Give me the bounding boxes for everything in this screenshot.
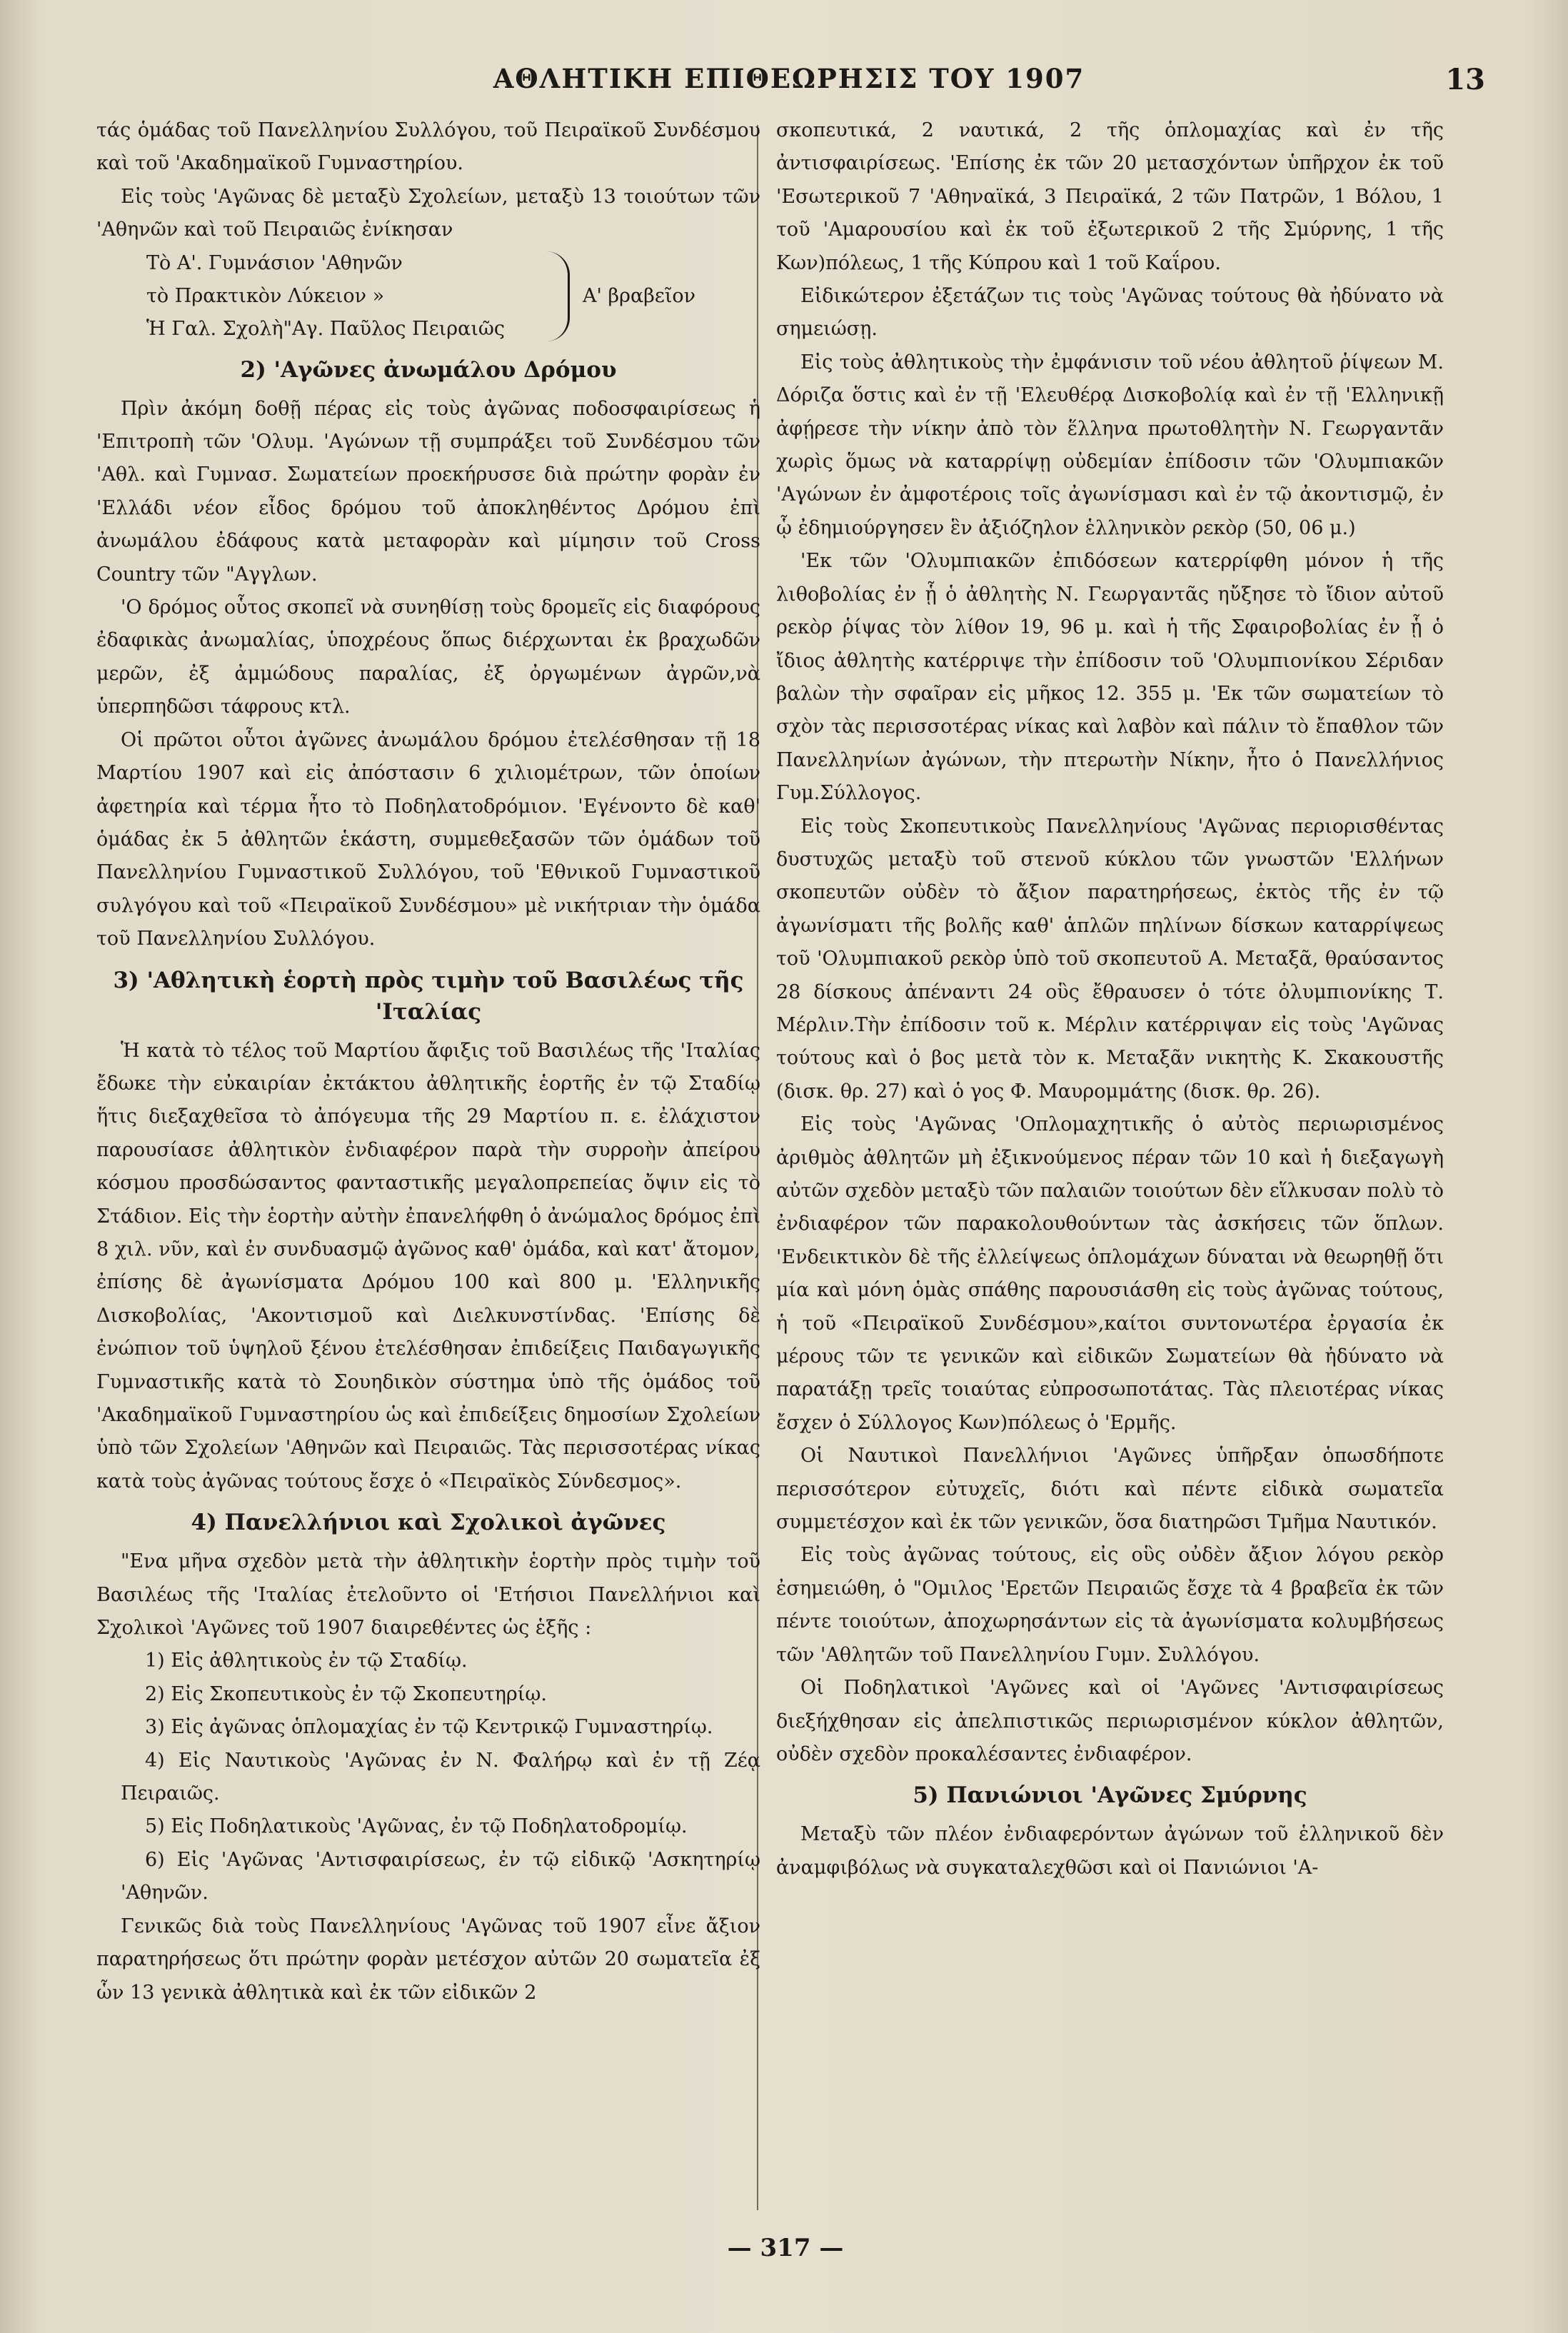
paragraph: Γενικῶς διὰ τοὺς Πανελληνίους 'Αγῶνας τοῦ 1907 εἶνε ἄξιον παρατηρήσεως ὅτι πρώτην φορὰν μετέσχον αὐτῶν 20 σωματεῖα ἐξ ὧν 13 γενικὰ ἀθλητικὰ καὶ ἐκ τῶν εἰδικῶν 2 (96, 1915, 760, 2004)
paragraph: Μεταξὺ τῶν πλέον ἐνδιαφερόντων ἀγώνων τοῦ ἑλληνικοῦ δὲν ἀναμφιβόλως νὰ συγκαταλεχθῶσι καὶ οἱ Πανιώνιοι 'Α- (776, 1823, 1444, 1879)
paragraph: Εἰδικώτερον ἐξετάζων τις τοὺς 'Αγῶνας τούτους θὰ ἠδύνατο νὰ σημειώσῃ. (776, 285, 1444, 341)
paragraph: "Ενα μῆνα σχεδὸν μετὰ τὴν ἀθλητικὴν ἑορτὴν πρὸς τιμὴν τοῦ Βασιλέως τῆς 'Ιταλίας ἐτελοῦντο οἱ 'Ετήσιοι Πανελλήνιοι καὶ Σχολικοὶ 'Αγῶνες τοῦ 1907 διαιρεθέντες ὡς ἑξῆς : (96, 1550, 760, 1640)
paragraph: Εἰς τοὺς ἀγῶνας τούτους, εἰς οὓς οὐδὲν ἄξιον λόγου ρεκὸρ ἐσημειώθη, ὁ "Ομιλος 'Ερετῶν Πειραιῶς ἔσχε τὰ 4 βραβεῖα ἐκ τῶν πέντε τοιούτων, ἀποχωρησάντων εἰς τὰ ἀγωνίσματα κολυμβήσεως τῶν 'Αθλητῶν τοῦ Πανελληνίου Γυμν. Συλλόγου. (776, 1544, 1444, 1666)
paragraph: Εἰς τοὺς 'Αγῶνας δὲ μεταξὺ Σχολείων, μεταξὺ 13 τοιούτων τῶν 'Αθηνῶν καὶ τοῦ Πειραιῶς ἐνίκησαν (96, 185, 760, 241)
school-winners-block (96, 247, 760, 346)
list-item: 4) Εἰς Ναυτικοὺς 'Αγῶνας ἐν Ν. Φαλήρῳ καὶ ἐν τῇ Ζέᾳ Πειραιῶς. (121, 1749, 760, 1805)
paragraph: Οἱ Ναυτικοὶ Πανελλήνιοι 'Αγῶνες ὑπῆρξαν ὁπωσδήποτε περισσότερον εὐτυχεῖς, διότι καὶ πέντε εἰδικὰ σωματεῖα συμμετέσχον καὶ ἐκ τῶν γενικῶν, ὅσα διατηρῶσι Τμῆμα Ναυτικόν. (776, 1445, 1444, 1534)
paragraph: σκοπευτικά, 2 ναυτικά, 2 τῆς ὁπλομαχίας καὶ ἐν τῆς ἀντισφαιρίσεως. 'Επίσης ἐκ τῶν 20 μετασχόντων ὑπῆρχον ἐκ τοῦ 'Εσωτερικοῦ 7 'Αθηναϊκά, 3 Πειραϊκά, 2 τῶν Πατρῶν, 1 Βόλου, 1 τοῦ 'Αμαρουσίου καὶ ἐκ τοῦ ἐξωτερικοῦ 2 τῆς Σμύρνης, 1 τῆς Κων)πόλεως, 1 τῆς Κύπρου καὶ 1 τοῦ Καΐρου. (776, 119, 1444, 274)
paragraph: Εἰς τοὺς ἀθλητικοὺς τὴν ἐμφάνισιν τοῦ νέου ἀθλητοῦ ῥίψεων Μ. Δόριζα ὅστις καὶ ἐν τῇ 'Ελευθέρᾳ Δισκοβολίᾳ καὶ ἐν τῇ 'Ελληνικῇ ἀφῄρεσε τὴν νίκην ἀπὸ τὸν ἕλληνα πρωτοθλητὴν Ν. Γεωργαντᾶν χωρὶς ὅμως νὰ καταρρίψῃ οὐδεμίαν ἐπίδοσιν τῶν 'Ολυμπιακῶν 'Αγώνων ἐν ἀμφοτέροις τοῖς ἀγωνίσμασι καὶ ἐν τῷ ἀκοντισμῷ, ἐν ᾧ ἐδημιούργησεν ἓν ἀξιόζηλον ἑλληνικὸν ρεκὸρ (50, 06 μ.) (776, 351, 1444, 539)
section-heading: 2) 'Αγῶνες ἀνωμάλου Δρόμου (240, 356, 617, 383)
paragraph: 'Ο δρόμος οὗτος σκοπεῖ νὰ συνηθίσῃ τοὺς δρομεῖς εἰς διαφόρους ἐδαφικὰς ἀνωμαλίας, ὑποχρέους ὅπως διέρχωνται ἐκ βραχωδῶν μερῶν, ἐξ ἀμμώδους παραλίας, ἐξ ὀργωμένων ἀγρῶν,νὰ ὑπερπηδῶσι τάφρους κτλ. (96, 596, 760, 718)
right-column (776, 114, 1444, 2178)
section-heading: 5) Πανιώνιοι 'Αγῶνες Σμύρνης (913, 1782, 1307, 1809)
left-column (96, 114, 760, 2178)
winner-entry: Ἡ Γαλ. Σχολὴ"Αγ. Παῦλος Πειραιῶς (146, 317, 506, 340)
footer-page-number: — 317 — (727, 2234, 844, 2262)
list-item: 3) Εἰς ἀγῶνας ὁπλομαχίας ἐν τῷ Κεντρικῷ Γυμναστηρίῳ. (145, 1716, 713, 1739)
list-item: 2) Εἰς Σκοπευτικοὺς ἐν τῷ Σκοπευτηρίῳ. (145, 1682, 547, 1705)
winner-entry: τὸ Πρακτικὸν Λύκειον » (146, 284, 385, 307)
paragraph: Ἡ κατὰ τὸ τέλος τοῦ Μαρτίου ἄφιξις τοῦ Βασιλέως τῆς 'Ιταλίας ἔδωκε τὴν εὐκαιρίαν ἐκτάκτου ἀθλητικῆς ἑορτῆς ἐν τῷ Σταδίῳ ἥτις διεξαχθεῖσα τὸ ἀπόγευμα τῆς 29 Μαρτίου π. ε. ἐλάχιστον παρουσίασε ἀθλητικὸν ἐνδιαφέρον παρὰ τὴν συρροὴν ἀπείρου κόσμου προσδώσαντος φανταστικῆς μεγαλοπρεπείας ὄψιν εἰς τὸ Στάδιον. Εἰς τὴν ἑορτὴν αὐτὴν ἐπανελήφθη ὁ ἀνώμαλος δρόμος ἐπὶ 8 χιλ. νῦν, καὶ ἐν συνδυασμῷ ἀγῶνος καθ' ὁμάδα, καὶ κατ' ἄτομον, ἐπίσης δὲ ἀγωνίσματα Δρόμου 100 καὶ 800 μ. 'Ελληνικῆς Δισκοβολίας, 'Ακοντισμοῦ καὶ Διελκυνστίνδας. 'Επίσης δὲ ἐνώπιον τοῦ ὑψηλοῦ ξένου ἐτελέσθησαν ἐπιδείξεις Παιδαγωγικῆς Γυμναστικῆς κατὰ τὸ Σουηδικὸν σύστημα ὑπὸ τῆς ὁμάδος τοῦ 'Ακαδημαϊκοῦ Γυμναστηρίου ὡς καὶ ἐπιδείξεις δημοσίων Σχολείων ὑπὸ τῶν Σχολείων 'Αθηνῶν καὶ Πειραιῶς. Τὰς περισσοτέρας νίκας κατὰ τοὺς ἀγῶνας τούτους ἔσχε ὁ «Πειραϊκὸς Σύνδεσμος». (96, 1039, 760, 1492)
list-item: 6) Εἰς 'Αγῶνας 'Αντισφαιρίσεως, ἐν τῷ εἰδικῷ 'Ασκητηρίῳ 'Αθηνῶν. (121, 1848, 760, 1905)
section-heading: 3) 'Αθλητικὴ ἑορτὴ πρὸς τιμὴν τοῦ Βασιλέως τῆς 'Ιταλίας (113, 967, 744, 1025)
section-heading: 4) Πανελλήνιοι καὶ Σχολικοὶ ἀγῶνες (191, 1510, 666, 1536)
list-item: 5) Εἰς Ποδηλατικοὺς 'Αγῶνας, ἐν τῷ Ποδηλατοδρομίῳ. (145, 1815, 688, 1838)
page-header (93, 63, 1485, 106)
paragraph: Οἱ Ποδηλατικοὶ 'Αγῶνες καὶ οἱ 'Αγῶνες 'Αντισφαιρίσεως διεξήχθησαν εἰς ἀπελπιστικῶς περιωρισμένον κύκλον ἀθλητῶν, οὐδὲν σχεδὸν προκαλέσαντες ἐνδιαφέρον. (776, 1677, 1444, 1765)
brace (546, 251, 570, 341)
running-title: ΑΘΛΗΤΙΚΗ ΕΠΙΘΕΩΡΗΣΙΣ ΤΟΥ 1907 (493, 63, 1085, 94)
school-winners-list (96, 247, 546, 346)
page-number: 13 (1445, 63, 1485, 96)
winner-entry: Τὸ Α'. Γυμνάσιον 'Αθηνῶν (146, 251, 403, 274)
paragraph: Εἰς τοὺς 'Αγῶνας 'Οπλομαχητικῆς ὁ αὐτὸς περιωρισμένος ἀριθμὸς ἀθλητῶν μὴ ἐξικνούμενος πέραν τῶν 10 καὶ ἡ διεξαγωγὴ αὐτῶν σχεδὸν μεταξὺ τῶν παλαιῶν τοιούτων δὲν εἵλκυσαν πολὺ τὸ ἐνδιαφέρον τῶν παρακολουθούντων τὰς ἀσκήσεις τῶν ὅπλων. 'Ενδεικτικὸν δὲ τῆς ἐλλείψεως ὁπλομάχων δύναται νὰ θεωρηθῇ ὅτι μία καὶ μόνη ὁμὰς σπάθης παρουσιάσθη εἰς τοὺς ἀγῶνας τούτους, ἡ τοῦ «Πειραϊκοῦ Συνδέσμου»,καίτοι συντονωτέρα ἐργασία ἐκ μέρους τῶν τε γενικῶν καὶ εἰδικῶν Σωματείων θὰ ἠδύνατο νὰ παρατάξῃ τρεῖς τοιαύτας εὐπροσωποτάτας. Τὰς πλειοτέρας νίκας ἔσχεν ὁ Σύλλογος Κων)πόλεως ὁ 'Ερμῆς. (776, 1113, 1444, 1434)
list-item: 1) Εἰς ἀθλητικοὺς ἐν τῷ Σταδίῳ. (145, 1650, 468, 1672)
paragraph: Εἰς τοὺς Σκοπευτικοὺς Πανελληνίους 'Αγῶνας περιορισθέντας δυστυχῶς μεταξὺ τοῦ στενοῦ κύκλου τῶν γνωστῶν 'Ελλήνων σκοπευτῶν οὐδὲν τὸ ἄξιον παρατηρήσεως, ἐκτὸς τῆς ἐν τῷ ἀγωνίσματι τῆς βολῆς καθ' ἁπλῶν πηλίνων δίσκων καταρρίψεως τοῦ 'Ολυμπιακοῦ ρεκὸρ ὑπὸ τοῦ σκοπευτοῦ Α. Μεταξᾶ, θραύσαντος 28 δίσκους ἀπέναντι 24 οὓς ἔθραυσεν ὁ τότε ὀλυμπιονίκης Τ. Μέρλιν.Τὴν ἐπίδοσιν τοῦ κ. Μέρλιν κατέρριψαν εἰς τοὺς 'Αγῶνας τούτους καὶ ὁ βος μετὰ τὸν κ. Μεταξᾶν νικητὴς Κ. Σκακουστῆς (δισκ. θρ. 27) καὶ ὁ γος Φ. Μαυρομμάτης (δισκ. θρ. 26). (776, 815, 1444, 1103)
paragraph: 'Εκ τῶν 'Ολυμπιακῶν ἐπιδόσεων κατερρίφθη μόνον ἡ τῆς λιθοβολίας ἐν ᾗ ὁ ἀθλητὴς Ν. Γεωργαντᾶς ηὔξησε τὸ ἴδιον αὐτοῦ ρεκὸρ ῥίψας τὸν λίθον 19, 96 μ. καὶ ἡ τῆς Σφαιροβολίας ἐν ᾗ ὁ ἴδιος ἀθλητὴς κατέρριψε τὴν ἐπίδοσιν τοῦ 'Ολυμπιονίκου Σέριδαν βαλὼν τὴν σφαῖραν εἰς μῆκος 12. 355 μ. 'Εκ τῶν σωματείων τὸ σχὸν τὰς περισσοτέρας νίκας καὶ λαβὸν καὶ πάλιν τὸ ἔπαθλον τῶν Πανελληνίων ἀγώνων, τὴν πτερωτὴν Νίκην, ἦτο ὁ Πανελλήνιος Γυμ.Σύλλογος. (776, 550, 1444, 805)
paragraph: Πρὶν ἀκόμη δοθῇ πέρας εἰς τοὺς ἀγῶνας ποδοσφαιρίσεως ἡ 'Επιτροπὴ τῶν 'Ολυμ. 'Αγώνων τῇ συμπράξει τοῦ Συνδέσμου τῶν 'Αθλ. καὶ Γυμνασ. Σωματείων προεκήρυσσε διὰ πρώτην φορὰν ἐν 'Ελλάδι νέον εἶδος δρόμου τοῦ ἀποκληθέντος Δρόμου ἐπὶ ἀνωμάλου ἐδάφους κατὰ μεταφορὰν καὶ μίμησιν τοῦ Cross Country τῶν "Αγγλων. (96, 397, 760, 586)
prize-label: Α' βραβεῖον (583, 284, 696, 307)
paragraph: τάς ὁμάδας τοῦ Πανελληνίου Συλλόγου, τοῦ Πειραϊκοῦ Συνδέσμου καὶ τοῦ 'Ακαδημαϊκοῦ Γυμναστηρίου. (96, 119, 760, 175)
paragraph: Οἱ πρῶτοι οὗτοι ἀγῶνες ἀνωμάλου δρόμου ἐτελέσθησαν τῇ 18 Μαρτίου 1907 καὶ εἰς ἀπόστασιν 6 χιλιομέτρων, τῶν ὁποίων ἀφετηρία καὶ τέρμα ἦτο τὸ Ποδηλατοδρόμιον. 'Εγένοντο δὲ καθ' ὁμάδας ἐκ 5 ἀθλητῶν ἑκάστη, συμμεθεξασῶν τῶν ὁμάδων τοῦ Πανελληνίου Γυμναστικοῦ Συλλόγου, τοῦ 'Εθνικοῦ Γυμναστικοῦ συλγόγου καὶ τοῦ «Πειραϊκοῦ Συνδέσμου» μὲ νικήτριαν τὴν ὁμάδα τοῦ Πανελληνίου Συλλόγου. (96, 728, 760, 950)
